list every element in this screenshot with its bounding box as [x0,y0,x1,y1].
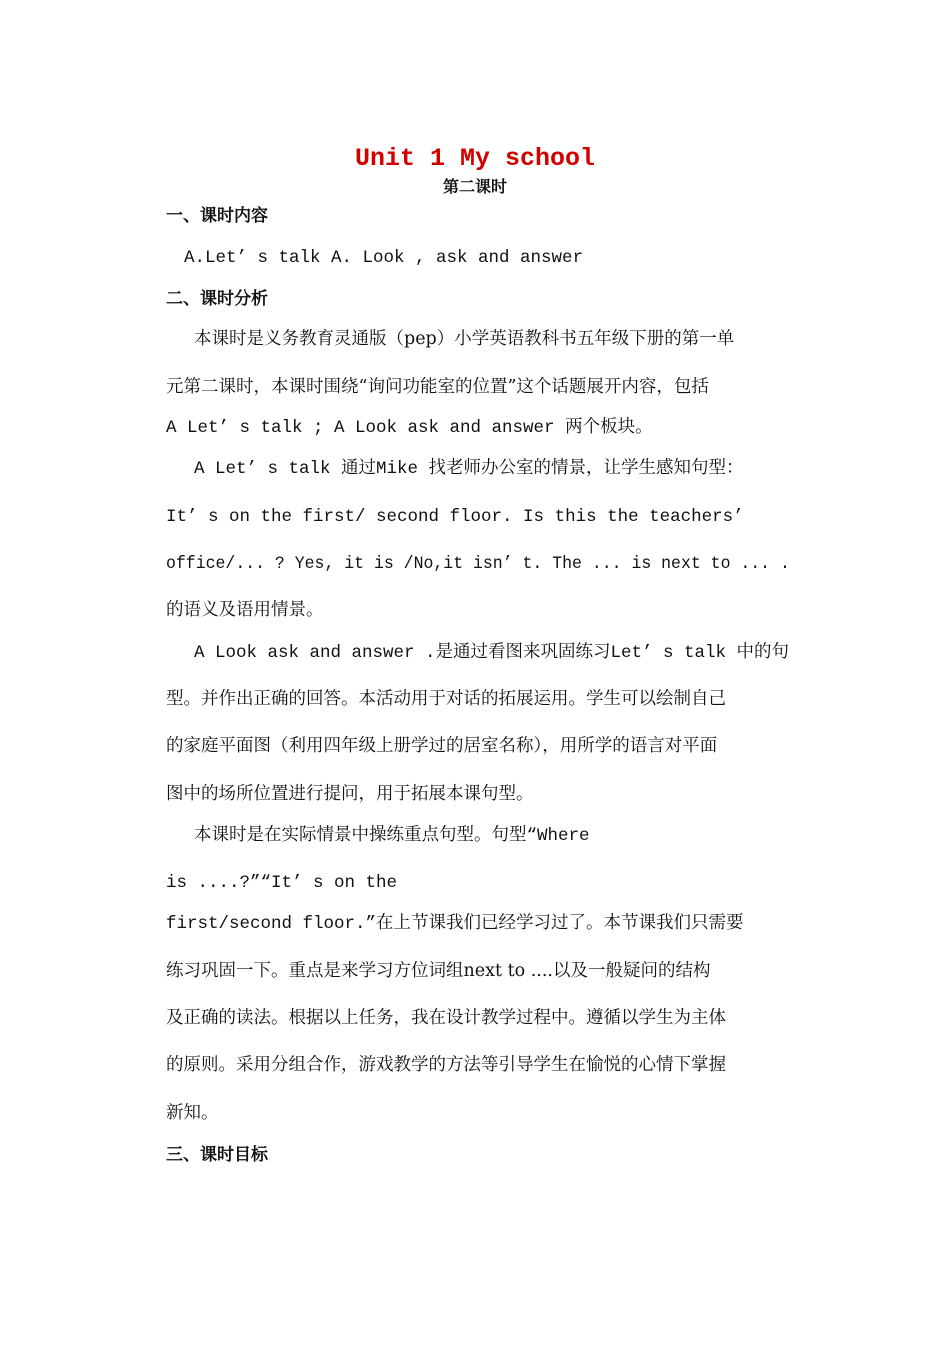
paragraph-line: 型。并作出正确的回答。本活动用于对话的拓展运用。学生可以绘制自己 [166,689,726,709]
section-heading-content: 一、课时内容 [166,206,268,226]
paragraph-line: 新知。 [166,1103,219,1123]
document-subtitle: 第二课时 [442,177,507,196]
paragraph-line: office/... ? Yes, it is /No,it isn’ t. The ... is next to ... . [166,554,790,574]
paragraph-line: is ....?”“It’ s on the [166,873,398,893]
paragraph-line: 本课时是义务教育灵通版（pep）小学英语教科书五年级下册的第一单 [194,329,735,349]
section-heading-analysis: 二、课时分析 [166,289,268,309]
paragraph-line: 元第二课时，本课时围绕“询问功能室的位置”这个话题展开内容，包括 [166,377,709,397]
document-title: Unit 1 My school [354,144,596,173]
paragraph-line: 的家庭平面图（利用四年级上册学过的居室名称），用所学的语言对平面 [166,736,718,756]
section-heading-goals: 三、课时目标 [166,1145,268,1165]
paragraph-line: A Look ask and answer .是通过看图来巩固练习Let’ s talk 中的句 [194,643,790,663]
paragraph-line: 本课时是在实际情景中操练重点句型。句型“Where [194,826,590,846]
paragraph-line: 图中的场所位置进行提问，用于拓展本课句型。 [166,784,534,804]
paragraph-line: A Let’ s talk ; A Look ask and answer 两个板块。 [166,418,653,438]
paragraph-line: It’ s on the first/ second floor. Is this the teachers’ [166,507,744,527]
paragraph-line: 练习巩固一下。重点是来学习方位词组next to ....以及一般疑问的结构 [166,961,711,981]
content-line: A.Let’ s talk A. Look , ask and answer [184,248,584,268]
paragraph-line: 及正确的读法。根据以上任务，我在设计教学过程中。遵循以学生为主体 [166,1008,726,1028]
paragraph-line: A Let’ s talk 通过Mike 找老师办公室的情景，让学生感知句型： [194,459,744,479]
paragraph-line: 的原则。采用分组合作，游戏教学的方法等引导学生在愉悦的心情下掌握 [166,1055,726,1075]
paragraph-line: first/second floor.”在上节课我们已经学习过了。本节课我们只需要 [166,914,744,934]
paragraph-line: 的语义及语用情景。 [166,600,324,620]
